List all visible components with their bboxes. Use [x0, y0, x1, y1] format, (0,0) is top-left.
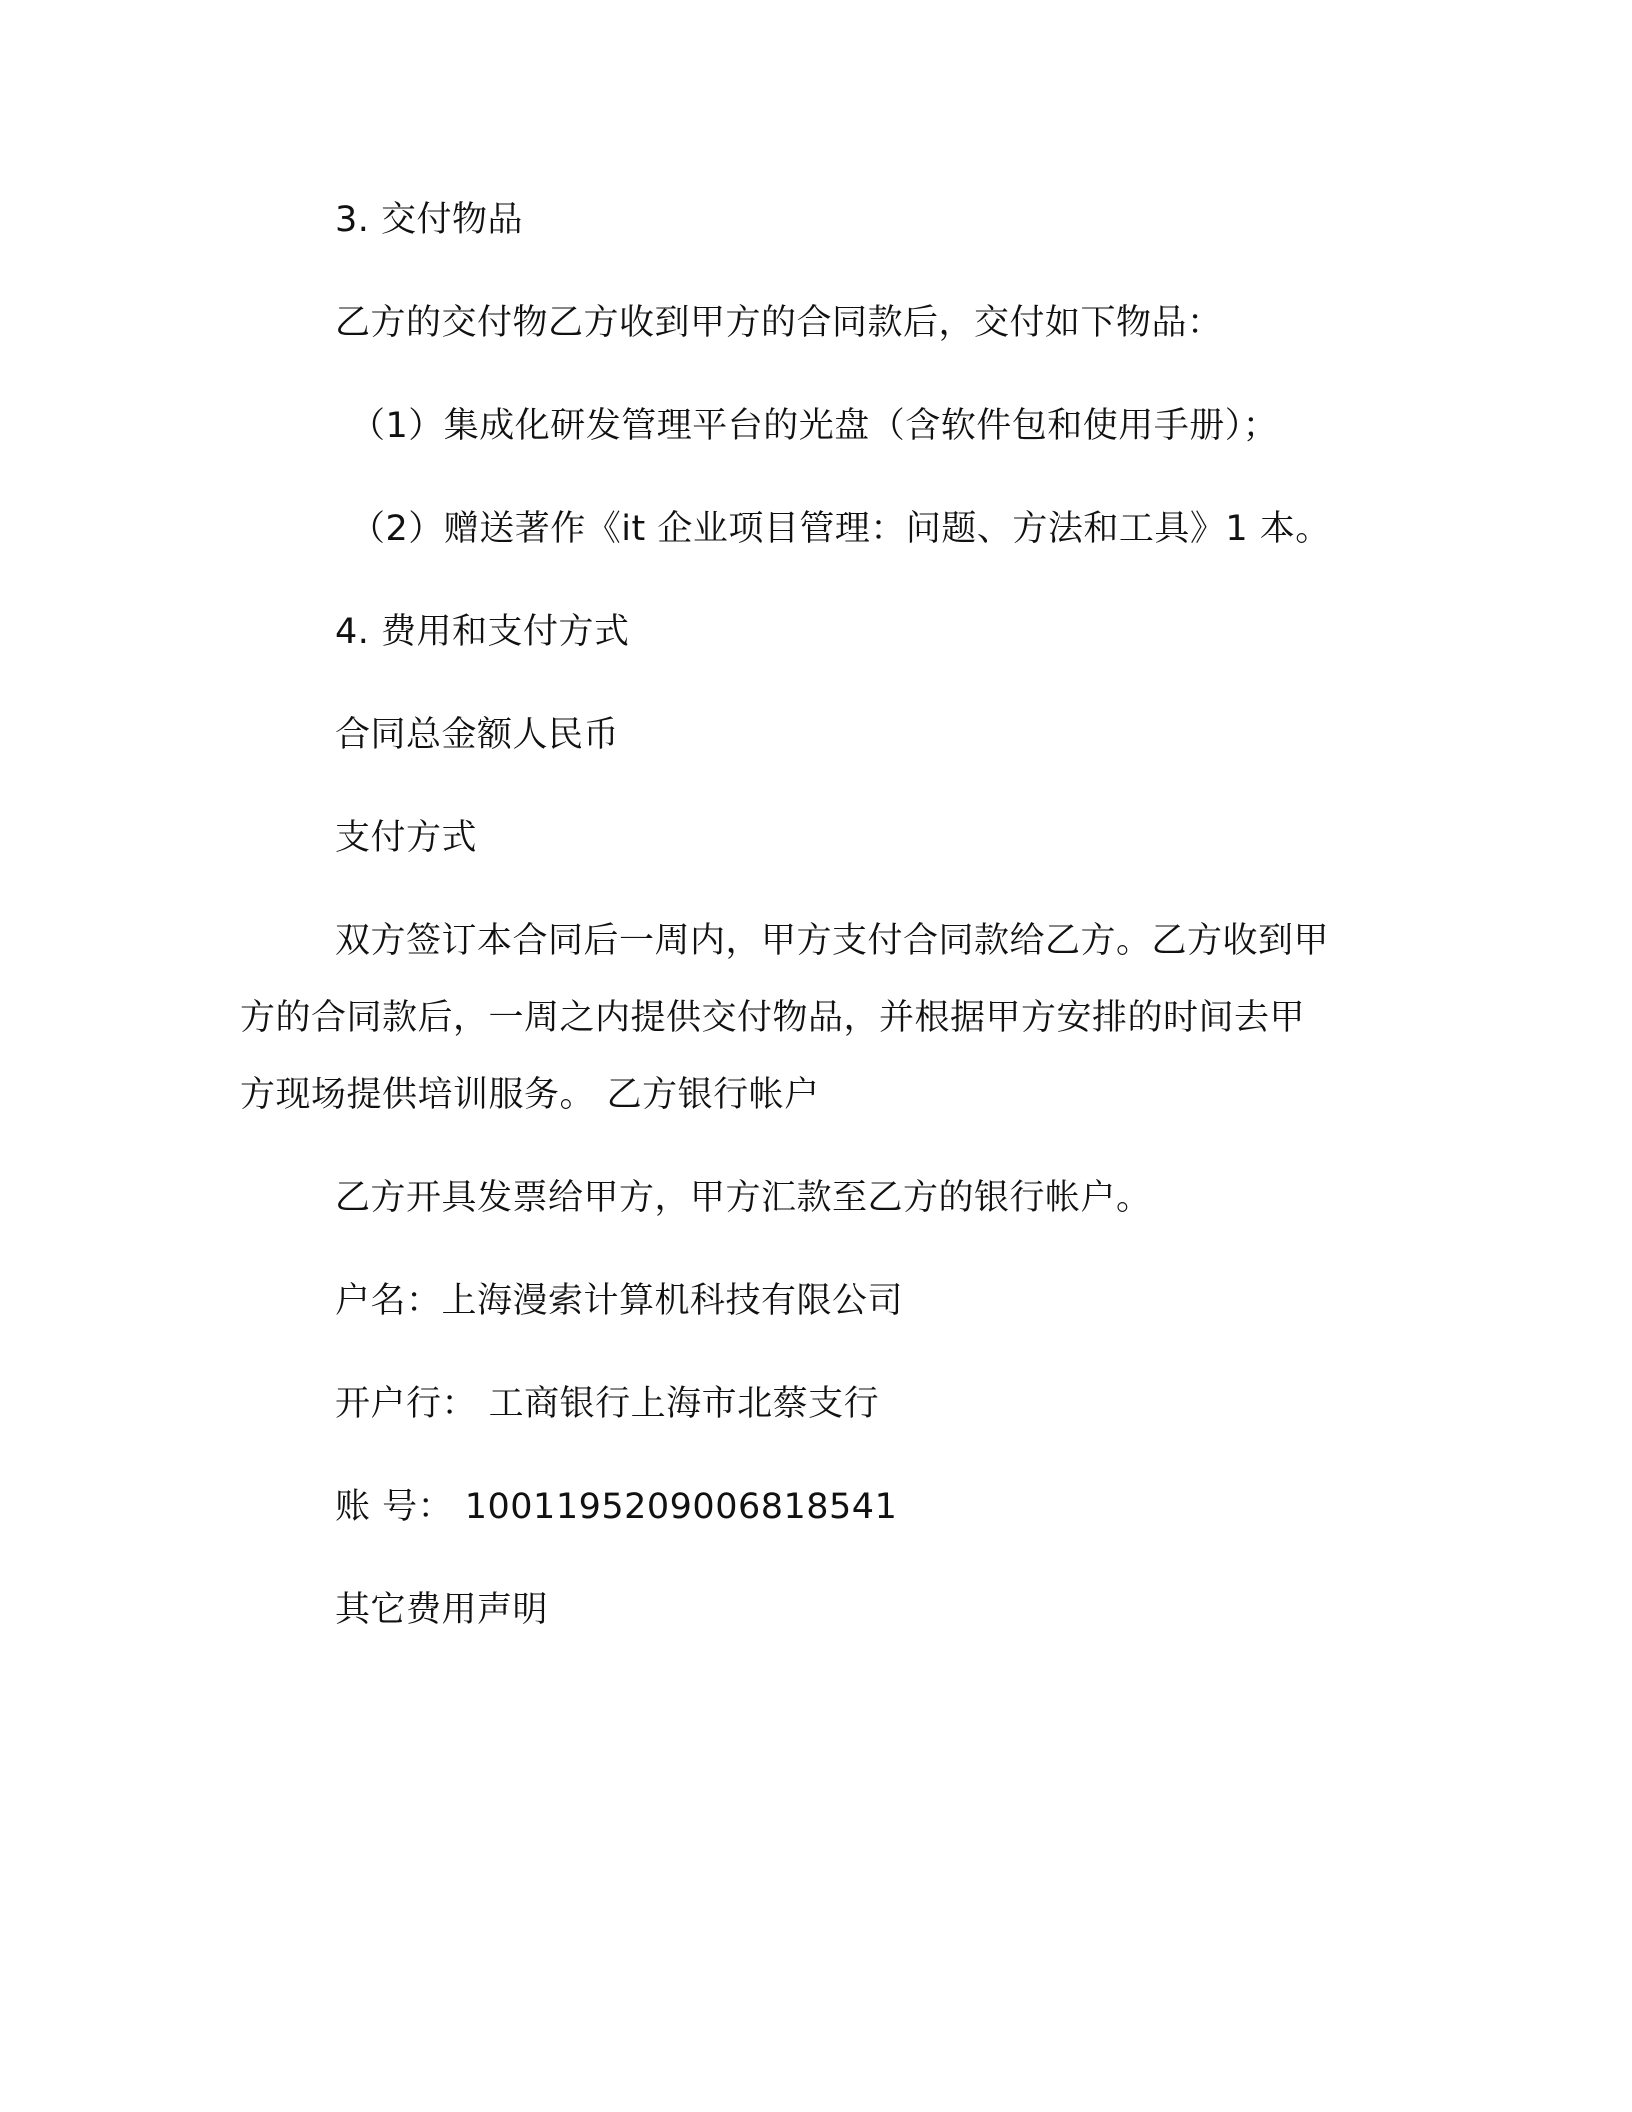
deliverable-item-1: （1）集成化研发管理平台的光盘（含软件包和使用手册）； — [350, 406, 1279, 446]
payment-paragraph-line-3: 方现场提供培训服务。 乙方银行帐户 — [240, 1075, 820, 1115]
payment-method-label: 支付方式 — [335, 818, 478, 858]
bank-branch: 开户行： 工商银行上海市北蔡支行 — [335, 1384, 880, 1424]
other-fees-heading: 其它费用声明 — [335, 1590, 549, 1630]
deliverables-heading: 3. 交付物品 — [335, 200, 524, 240]
account-name: 户名：上海漫索计算机科技有限公司 — [335, 1281, 904, 1321]
account-number: 账 号： 1001195209006818541 — [335, 1487, 898, 1527]
deliverables-intro: 乙方的交付物乙方收到甲方的合同款后，交付如下物品： — [335, 303, 1223, 343]
deliverable-item-2: （2）赠送著作《it 企业项目管理：问题、方法和工具》1 本。 — [350, 509, 1331, 549]
invoice-note: 乙方开具发票给甲方，甲方汇款至乙方的银行帐户。 — [335, 1178, 1152, 1218]
payment-paragraph-line-1: 双方签订本合同后一周内，甲方支付合同款给乙方。乙方收到甲 — [335, 921, 1330, 961]
fees-heading: 4. 费用和支付方式 — [335, 612, 630, 652]
payment-paragraph-line-2: 方的合同款后，一周之内提供交付物品，并根据甲方安排的时间去甲 — [240, 998, 1306, 1038]
total-amount-label: 合同总金额人民币 — [335, 715, 620, 755]
